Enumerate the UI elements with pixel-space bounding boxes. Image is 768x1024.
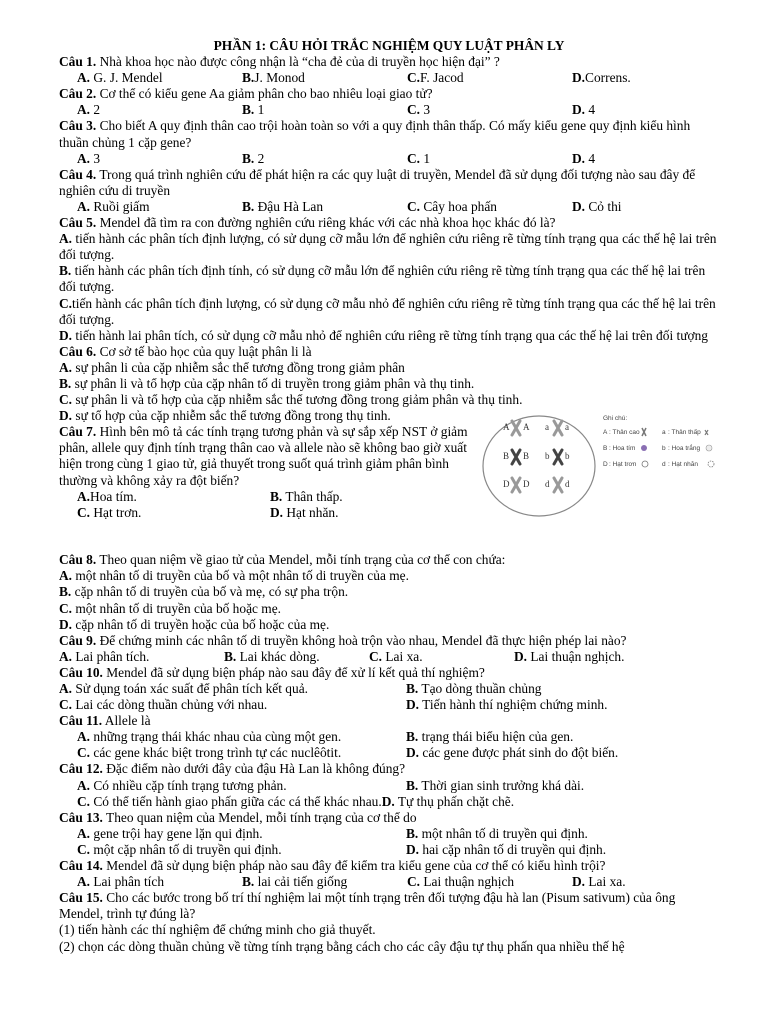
chromosome-icon bbox=[512, 478, 520, 492]
option-c[interactable]: C. một nhân tố di truyền của bố hoặc mẹ. bbox=[59, 600, 282, 616]
allele-label: d bbox=[565, 479, 570, 490]
question-text: Mendel đã sử dụng biện pháp nào sau đây để kiểm tra kiểu gene của cơ thể có kiểu hình trội? bbox=[102, 858, 606, 874]
chromosome-icon bbox=[554, 450, 562, 464]
question-number: Câu 5. bbox=[59, 215, 97, 231]
question-4 bbox=[59, 167, 719, 199]
legend-key: b bbox=[662, 445, 666, 453]
option-c[interactable]: C.tiến hành các phân tích định lượng, có sử dụng cỡ mẫu nhỏ để nghiên cứu riêng rẽ từng tính trạng qua các thế hệ lai trên đối tượng. bbox=[59, 295, 716, 327]
step-item: (1) tiến hành các thí nghiệm để chứng minh cho giả thuyết. bbox=[59, 922, 376, 938]
option-d[interactable]: D. cặp nhân tố di truyền hoặc của bố hoặc của mẹ. bbox=[59, 616, 330, 632]
question-text: Để chứng minh các nhân tố di truyền không hoà trộn vào nhau, Mendel đã thực hiện phép lai nào? bbox=[96, 632, 627, 648]
question-2-options bbox=[59, 102, 719, 118]
legend-text: : Hoa tím bbox=[609, 445, 636, 453]
allele-label: b bbox=[545, 451, 550, 462]
question-number: Câu 14. bbox=[59, 858, 103, 874]
option-a[interactable]: A. một nhân tố di truyền của bố và một nhân tố di truyền của mẹ. bbox=[59, 568, 409, 584]
question-text: Hình bên mô tả các tính trạng tương phản và sự sắp xếp NST ở giảm phân, allele quy định tính trạng thân cao và allele nào sẽ không bao giờ xuất hiện trong cùng 1 giao tử, giả thuyết trong suốt quá trình giảm phân bình thường và không xảy ra đột biến? bbox=[59, 424, 468, 488]
question-2 bbox=[59, 86, 719, 102]
option-d[interactable]: D. Cỏ thi bbox=[572, 198, 622, 214]
option-d[interactable]: D. tiến hành lai phân tích, có sử dụng cỡ mẫu nhỏ để nghiên cứu riêng rẽ từng tính trạng qua các thế hệ lai trên đối tượng bbox=[59, 327, 708, 343]
question-1 bbox=[59, 54, 719, 70]
legend-text: : Hoa trắng bbox=[668, 445, 701, 453]
allele-label: D bbox=[523, 479, 530, 490]
question-number: Câu 10. bbox=[59, 664, 103, 680]
option-a[interactable]: A. G. J. Mendel bbox=[77, 70, 163, 86]
question-number: Câu 8. bbox=[59, 552, 97, 568]
question-text: Allele là bbox=[102, 713, 151, 729]
tall-plant-icon bbox=[642, 428, 646, 436]
option-d[interactable]: D. Lai xa. bbox=[572, 874, 626, 890]
question-12-options-row2 bbox=[59, 794, 719, 810]
option-b[interactable]: B. trạng thái biểu hiện của gen. bbox=[406, 729, 574, 745]
option-a[interactable]: A. Lai phân tích. bbox=[59, 648, 150, 664]
question-8 bbox=[59, 552, 719, 568]
option-d[interactable]: D. Tự thụ phấn chặt chẽ. bbox=[381, 793, 515, 809]
step-item: (2) chọn các dòng thuần chủng về từng tính trạng bằng cách cho các cây đậu tự thụ phấn qua nhiều thế hệ bbox=[59, 938, 625, 954]
option-b[interactable]: B. cặp nhân tố di truyền của bố và mẹ, có sự pha trộn. bbox=[59, 584, 349, 600]
question-13-options bbox=[59, 826, 719, 858]
chromosome-icon bbox=[512, 421, 520, 435]
question-text: Nhà khoa học nào được công nhận là “cha đẻ của di truyền học hiện đại” ? bbox=[96, 54, 500, 70]
question-5 bbox=[59, 215, 719, 231]
question-number: Câu 2. bbox=[59, 86, 97, 102]
legend-key: D bbox=[603, 461, 608, 469]
option-b[interactable]: B. lai cải tiến giống bbox=[242, 874, 348, 890]
question-11 bbox=[59, 713, 719, 729]
option-b[interactable]: B. 2 bbox=[242, 150, 265, 166]
question-15 bbox=[59, 890, 719, 922]
chromosome-icon bbox=[554, 421, 562, 435]
legend-key: A bbox=[603, 429, 608, 437]
option-c[interactable]: C. 1 bbox=[407, 150, 431, 166]
option-d[interactable]: D. Hạt nhăn. bbox=[270, 504, 339, 520]
option-d[interactable]: D. Lai thuận nghịch. bbox=[514, 648, 625, 664]
question-14-options bbox=[59, 874, 719, 890]
question-number: Câu 6. bbox=[59, 343, 97, 359]
white-flower-icon bbox=[706, 445, 712, 451]
question-text: Đặc điểm nào dưới đây của đậu Hà Lan là không đúng? bbox=[102, 761, 406, 777]
question-7-options bbox=[59, 489, 445, 521]
question-text: Mendel đã tìm ra con đường nghiên cứu riêng khác với các nhà khoa học khác đó là? bbox=[96, 215, 556, 231]
question-number: Câu 11. bbox=[59, 713, 103, 729]
option-a[interactable]: A. tiến hành các phân tích định lượng, có sử dụng cỡ mẫu lớn để nghiên cứu riêng rẽ từng tính trạng qua các thế hệ lai trên đối tượng. bbox=[59, 231, 717, 263]
option-d[interactable]: D.Correns. bbox=[572, 70, 631, 86]
option-a[interactable]: A. gene trội hay gene lặn qui định. bbox=[77, 825, 263, 841]
option-d[interactable]: D. Tiến hành thí nghiệm chứng minh. bbox=[406, 697, 608, 713]
wrinkled-seed-icon bbox=[708, 461, 714, 467]
option-a[interactable]: A. Ruồi giấm bbox=[77, 198, 150, 214]
smooth-seed-icon bbox=[642, 461, 648, 467]
option-d[interactable]: D. các gene được phát sinh do đột biến. bbox=[406, 745, 619, 761]
option-a[interactable]: A. 3 bbox=[77, 150, 101, 166]
chromosome-icon bbox=[554, 478, 562, 492]
question-number: Câu 4. bbox=[59, 166, 97, 182]
question-text: Cho biết A quy định thân cao trội hoàn toàn so với a quy định thân thấp. Có mấy kiểu gene quy định kiểu hình thuần chủng 1 cặp gene? bbox=[59, 118, 691, 150]
short-plant-icon bbox=[705, 430, 708, 435]
option-d[interactable]: D. 4 bbox=[572, 102, 596, 118]
question-9-options bbox=[59, 649, 719, 665]
option-a[interactable]: A. sự phân li của cặp nhiễm sắc thể tương đồng trong giảm phân bbox=[59, 359, 405, 375]
legend-title: Ghi chú: bbox=[603, 415, 628, 423]
question-13 bbox=[59, 810, 719, 826]
purple-flower-icon bbox=[641, 445, 647, 451]
option-b[interactable]: B. sự phân li và tổ hợp của cặp nhân tố di truyền trong giảm phân và thụ tinh. bbox=[59, 375, 475, 391]
legend-text: : Hạt nhăn bbox=[668, 461, 698, 469]
allele-label: d bbox=[545, 479, 550, 490]
option-a[interactable]: A. 2 bbox=[77, 102, 101, 118]
allele-label: B bbox=[503, 451, 510, 462]
question-number: Câu 3. bbox=[59, 118, 97, 134]
question-7 bbox=[59, 424, 479, 521]
option-c[interactable]: C. Có thể tiến hành giao phấn giữa các cá thể khác nhau. bbox=[77, 793, 382, 809]
option-c[interactable]: C. Cây hoa phấn bbox=[407, 198, 498, 214]
option-b[interactable]: B. Thời gian sinh trưởng khá dài. bbox=[406, 777, 585, 793]
option-a[interactable]: A. những trạng thái khác nhau của cùng một gen. bbox=[77, 729, 342, 745]
question-12-options bbox=[59, 778, 719, 794]
question-number: Câu 9. bbox=[59, 632, 97, 648]
question-1-options bbox=[59, 70, 719, 86]
question-3 bbox=[59, 118, 719, 150]
option-c[interactable]: C. Lai các dòng thuần chủng với nhau. bbox=[59, 697, 268, 713]
option-b[interactable]: B. tiến hành các phân tích định tính, có sử dụng cỡ mẫu lớn để nghiên cứu riêng rẽ từng tính trạng qua các thế hệ lai trên đối tượng. bbox=[59, 263, 706, 295]
option-c[interactable]: C. Hạt trơn. bbox=[77, 504, 142, 520]
allele-label: A bbox=[503, 422, 510, 433]
question-number: Câu 1. bbox=[59, 54, 97, 70]
option-a[interactable]: A. Có nhiều cặp tính trạng tương phản. bbox=[77, 777, 287, 793]
option-c[interactable]: C. Lai xa. bbox=[369, 648, 423, 664]
question-11-options bbox=[59, 729, 719, 761]
option-c[interactable]: C. các gene khác biệt trong trình tự các nuclêôtit. bbox=[77, 745, 342, 761]
option-c[interactable]: C. 3 bbox=[407, 102, 431, 118]
option-b[interactable]: B. một nhân tố di truyền qui định. bbox=[406, 825, 588, 841]
question-text: Cho các bước trong bố trí thí nghiệm lai một tính trạng trên đối tượng đậu hà lan (Pisum sativum) của ông Mendel, trình tự đúng là? bbox=[59, 890, 676, 922]
legend-text: : Thân cao bbox=[609, 429, 640, 437]
legend-text: : Hạt trơn bbox=[609, 461, 637, 469]
question-text: Mendel đã sử dụng biện pháp nào sau đây để xử lí kết quả thí nghiệm? bbox=[102, 664, 485, 680]
option-d[interactable]: D. sự tổ hợp của cặp nhiễm sắc thể tương đồng trong thụ tinh. bbox=[59, 408, 391, 424]
option-c[interactable]: C. Lai thuận nghịch bbox=[407, 874, 515, 890]
question-12 bbox=[59, 761, 719, 777]
chromosome-icon bbox=[512, 450, 520, 464]
option-a[interactable]: A. Lai phân tích bbox=[77, 874, 165, 890]
legend-key: a bbox=[662, 429, 666, 437]
option-c[interactable]: C.F. Jacod bbox=[407, 70, 464, 86]
allele-label: D bbox=[503, 479, 510, 490]
worksheet bbox=[59, 38, 719, 955]
question-text: Trong quá trình nghiên cứu để phát hiện ra các quy luật di truyền, Mendel đã sử dụng đối tượng nào sau đây để nghiên cứu di truyền bbox=[59, 166, 696, 198]
option-a[interactable]: A. Sử dụng toán xác suất để phân tích kết quả. bbox=[59, 681, 308, 696]
question-number: Câu 15. bbox=[59, 890, 103, 906]
question-10-options bbox=[59, 681, 719, 713]
option-c[interactable]: C. một cặp nhân tố di truyền qui định. bbox=[77, 841, 282, 857]
option-b[interactable]: B. Thân thấp. bbox=[270, 488, 343, 504]
option-c[interactable]: C. sự phân li và tổ hợp của cặp nhiễm sắc thể tương đồng trong giảm phân và thụ tinh. bbox=[59, 392, 523, 408]
option-a[interactable]: A.Hoa tím. bbox=[77, 488, 137, 504]
question-4-options bbox=[59, 199, 719, 215]
question-text: Cơ sở tế bào học của quy luật phân li là bbox=[96, 343, 312, 359]
legend-key: d bbox=[662, 461, 666, 469]
allele-label: B bbox=[523, 451, 530, 462]
question-9 bbox=[59, 633, 719, 649]
worksheet-title: PHẦN 1: CÂU HỎI TRẮC NGHIỆM QUY LUẬT PHÂN LY bbox=[213, 38, 565, 53]
option-d[interactable]: D. hai cặp nhân tố di truyền qui định. bbox=[406, 841, 607, 857]
question-number: Câu 12. bbox=[59, 761, 103, 777]
question-text: Theo quan niệm về giao tử của Mendel, mỗi tính trạng của cơ thể con chứa: bbox=[96, 552, 506, 568]
option-b[interactable]: B.J. Monod bbox=[242, 70, 305, 86]
question-number: Câu 13. bbox=[59, 809, 103, 825]
allele-label: a bbox=[565, 422, 569, 433]
question-text: Cơ thể có kiểu gene Aa giảm phân cho bao nhiêu loại giao tử? bbox=[96, 86, 433, 102]
option-b[interactable]: B. Tạo dòng thuần chủng bbox=[406, 681, 542, 696]
question-14 bbox=[59, 858, 719, 874]
option-b[interactable]: B. 1 bbox=[242, 102, 265, 118]
question-6 bbox=[59, 344, 719, 360]
allele-label: A bbox=[523, 422, 530, 433]
cell-outline bbox=[483, 416, 595, 516]
question-3-options bbox=[59, 151, 719, 167]
option-b[interactable]: B. Đậu Hà Lan bbox=[242, 198, 324, 214]
option-d[interactable]: D. 4 bbox=[572, 150, 596, 166]
question-number: Câu 7. bbox=[59, 424, 97, 440]
allele-label: b bbox=[565, 451, 570, 462]
question-10 bbox=[59, 665, 719, 681]
meiosis-chromosome-figure bbox=[479, 408, 719, 520]
legend-text: : Thân thấp bbox=[668, 429, 701, 437]
option-b[interactable]: B. Lai khác dòng. bbox=[224, 648, 320, 664]
legend-key: B bbox=[603, 445, 608, 453]
allele-label: a bbox=[545, 422, 549, 433]
question-text: Theo quan niệm của Mendel, mỗi tính trạng của cơ thể do bbox=[102, 809, 417, 825]
